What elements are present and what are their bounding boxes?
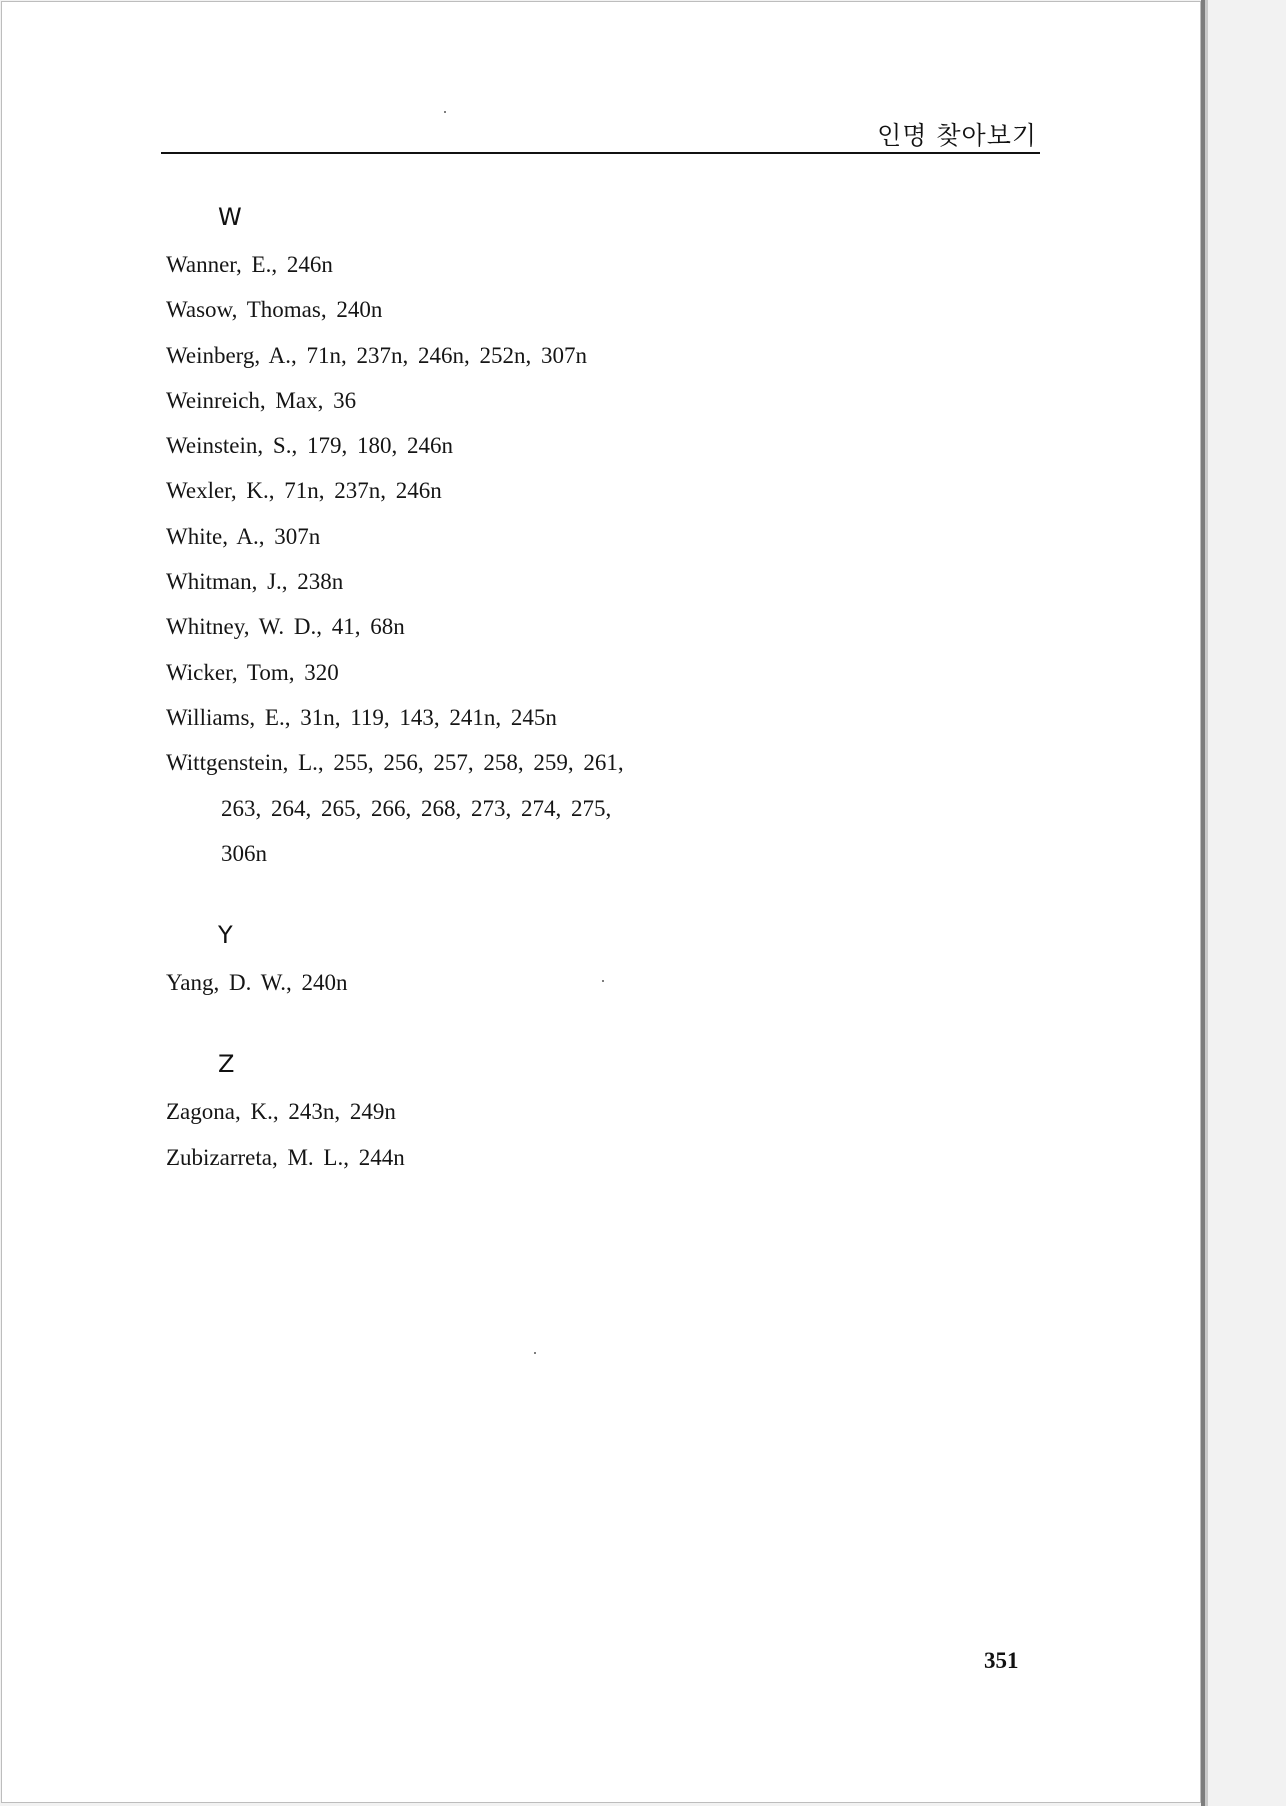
section-letter-y: Y <box>218 921 233 950</box>
index-section-z <box>166 1045 1066 1180</box>
index-entry-wittgenstein-line-1: Wittgenstein, L., 255, 256, 257, 258, 259, 261, <box>166 750 624 776</box>
index-entry-weinberg: Weinberg, A., 71n, 237n, 246n, 252n, 307n <box>166 342 588 368</box>
index-section-w <box>166 198 1066 876</box>
index-entry-wittgenstein-line-3: 306n <box>221 840 267 866</box>
page-edge-highlight <box>1205 0 1208 1806</box>
index-entry-weinreich: Weinreich, Max, 36 <box>166 387 357 413</box>
index-entry-zagona: Zagona, K., 243n, 249n <box>166 1099 396 1125</box>
name-index-content <box>166 198 1066 1180</box>
index-entry-whitman: Whitman, J., 238n <box>166 569 344 595</box>
scan-speck <box>602 980 604 982</box>
section-letter-z: Z <box>218 1050 235 1079</box>
scan-speck <box>444 111 446 113</box>
index-entry-weinstein: Weinstein, S., 179, 180, 246n <box>166 433 453 459</box>
scan-speck <box>534 1352 536 1354</box>
index-entry-whitney: Whitney, W. D., 41, 68n <box>166 614 405 640</box>
page-number: 351 <box>984 1648 1019 1673</box>
index-entry-williams: Williams, E., 31n, 119, 143, 241n, 245n <box>166 704 557 730</box>
index-entry-wasow: Wasow, Thomas, 240n <box>166 297 383 323</box>
index-entry-wanner: Wanner, E., 246n <box>166 252 333 277</box>
index-section-y <box>166 916 1066 1005</box>
index-entry-white: White, A., 307n <box>166 523 321 549</box>
index-entry-wicker: Wicker, Tom, 320 <box>166 659 339 685</box>
index-entry-zubizarreta: Zubizarreta, M. L., 244n <box>166 1144 405 1170</box>
index-entry-yang: Yang, D. W., 240n <box>166 970 348 996</box>
index-entry-wittgenstein-line-2: 263, 264, 265, 266, 268, 273, 274, 275, <box>221 795 612 821</box>
document-page <box>1 1 1201 1803</box>
section-letter-w: W <box>218 203 242 231</box>
header-rule <box>161 152 1040 154</box>
index-entry-wittgenstein <box>166 740 1066 876</box>
running-head-title: 인명 찾아보기 <box>877 121 1037 150</box>
index-entry-wexler: Wexler, K., 71n, 237n, 246n <box>166 478 442 504</box>
